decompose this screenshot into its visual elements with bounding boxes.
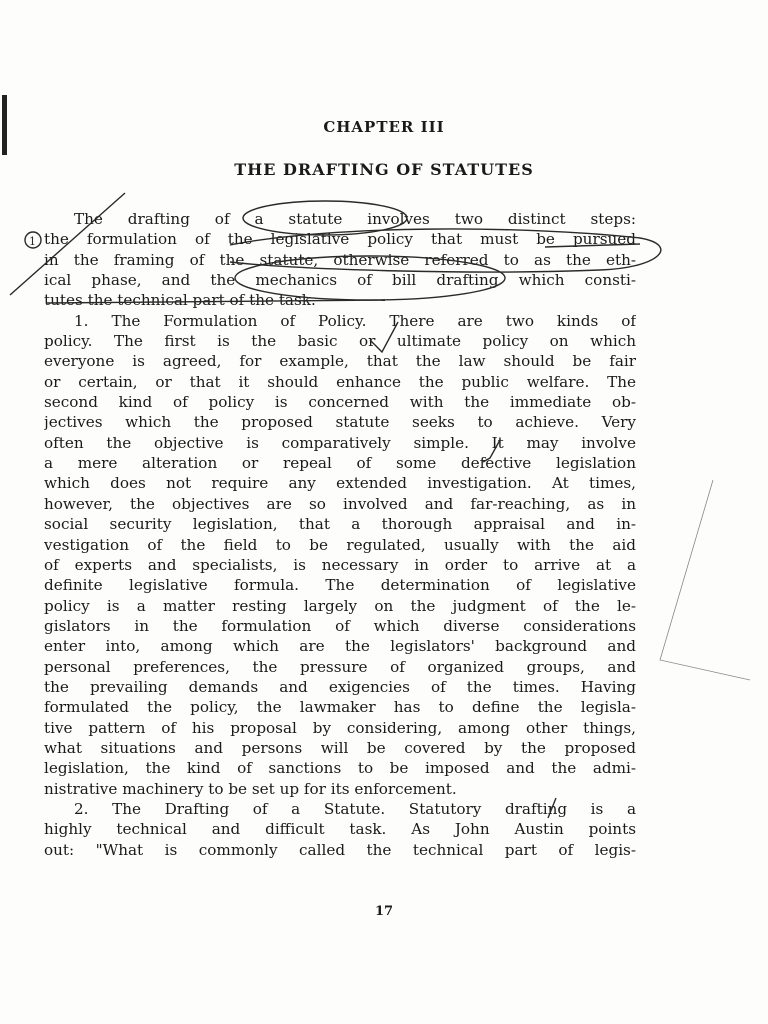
- text-line: 1. The Formulation of Policy. There are two kinds of: [74, 311, 636, 330]
- text-line: nistrative machinery to be set up for its enforcement.: [44, 779, 457, 798]
- chapter-title: THE DRAFTING OF STATUTES: [234, 160, 534, 179]
- annotation-margin-circle: [25, 232, 41, 248]
- chapter-heading: CHAPTER III: [323, 118, 445, 136]
- text-line: second kind of policy is concerned with the immediate ob-: [44, 393, 636, 412]
- text-line: jectives which the proposed statute seeks to achieve. Very: [44, 413, 636, 432]
- text-line: formulated the policy, the lawmaker has to define the legisla-: [44, 698, 636, 717]
- text-line: what situations and persons will be covered by the proposed: [44, 738, 636, 757]
- text-line: personal preferences, the pressure of organized groups, and: [44, 657, 636, 676]
- text-line: highly technical and difficult task. As John Austin points: [44, 820, 636, 839]
- body-text: [44, 209, 636, 860]
- text-line: tive pattern of his proposal by considering, among other things,: [44, 718, 636, 737]
- text-line: a mere alteration or repeal of some defective legislation: [44, 454, 636, 473]
- paper-crease: [660, 480, 750, 680]
- text-line: the formulation of the legislative policy that must be pursued: [44, 230, 636, 249]
- text-line: of experts and specialists, is necessary in order to arrive at a: [44, 555, 636, 574]
- text-line: or certain, or that it should enhance the public welfare. The: [44, 372, 636, 391]
- text-line: which does not require any extended investigation. At times,: [44, 474, 636, 493]
- text-line: the prevailing demands and exigencies of the times. Having: [44, 677, 636, 696]
- text-line: often the objective is comparatively simple. It may involve: [44, 433, 636, 452]
- annotation-margin-number: 1: [29, 235, 36, 248]
- text-line: The drafting of a statute involves two distinct steps:: [74, 210, 636, 228]
- text-line: ical phase, and the mechanics of bill drafting which consti-: [44, 271, 636, 290]
- text-line: everyone is agreed, for example, that the law should be fair: [44, 352, 636, 371]
- text-line: definite legislative formula. The determination of legislative: [44, 576, 636, 595]
- text-line: out: "What is commonly called the technical part of legis-: [44, 840, 636, 859]
- text-line: policy is a matter resting largely on the judgment of the le-: [44, 596, 636, 615]
- text-line: however, the objectives are so involved and far-reaching, as in: [44, 494, 636, 513]
- text-line: enter into, among which are the legislators' background and: [44, 637, 636, 656]
- text-line: legislation, the kind of sanctions to be imposed and the admi-: [44, 759, 636, 778]
- text-line: gislators in the formulation of which diverse considerations: [44, 616, 636, 635]
- text-line: policy. The first is the basic or ultimate policy on which: [44, 332, 636, 351]
- text-line: tutes the technical part of the task.: [44, 291, 316, 310]
- text-line: in the framing of the statute, otherwise referred to as the eth-: [44, 250, 636, 269]
- page-number: 17: [374, 904, 394, 919]
- text-line: vestigation of the field to be regulated, usually with the aid: [44, 535, 636, 554]
- text-line: social security legislation, that a thorough appraisal and in-: [44, 515, 636, 534]
- text-line: 2. The Drafting of a Statute. Statutory drafting is a: [74, 799, 636, 818]
